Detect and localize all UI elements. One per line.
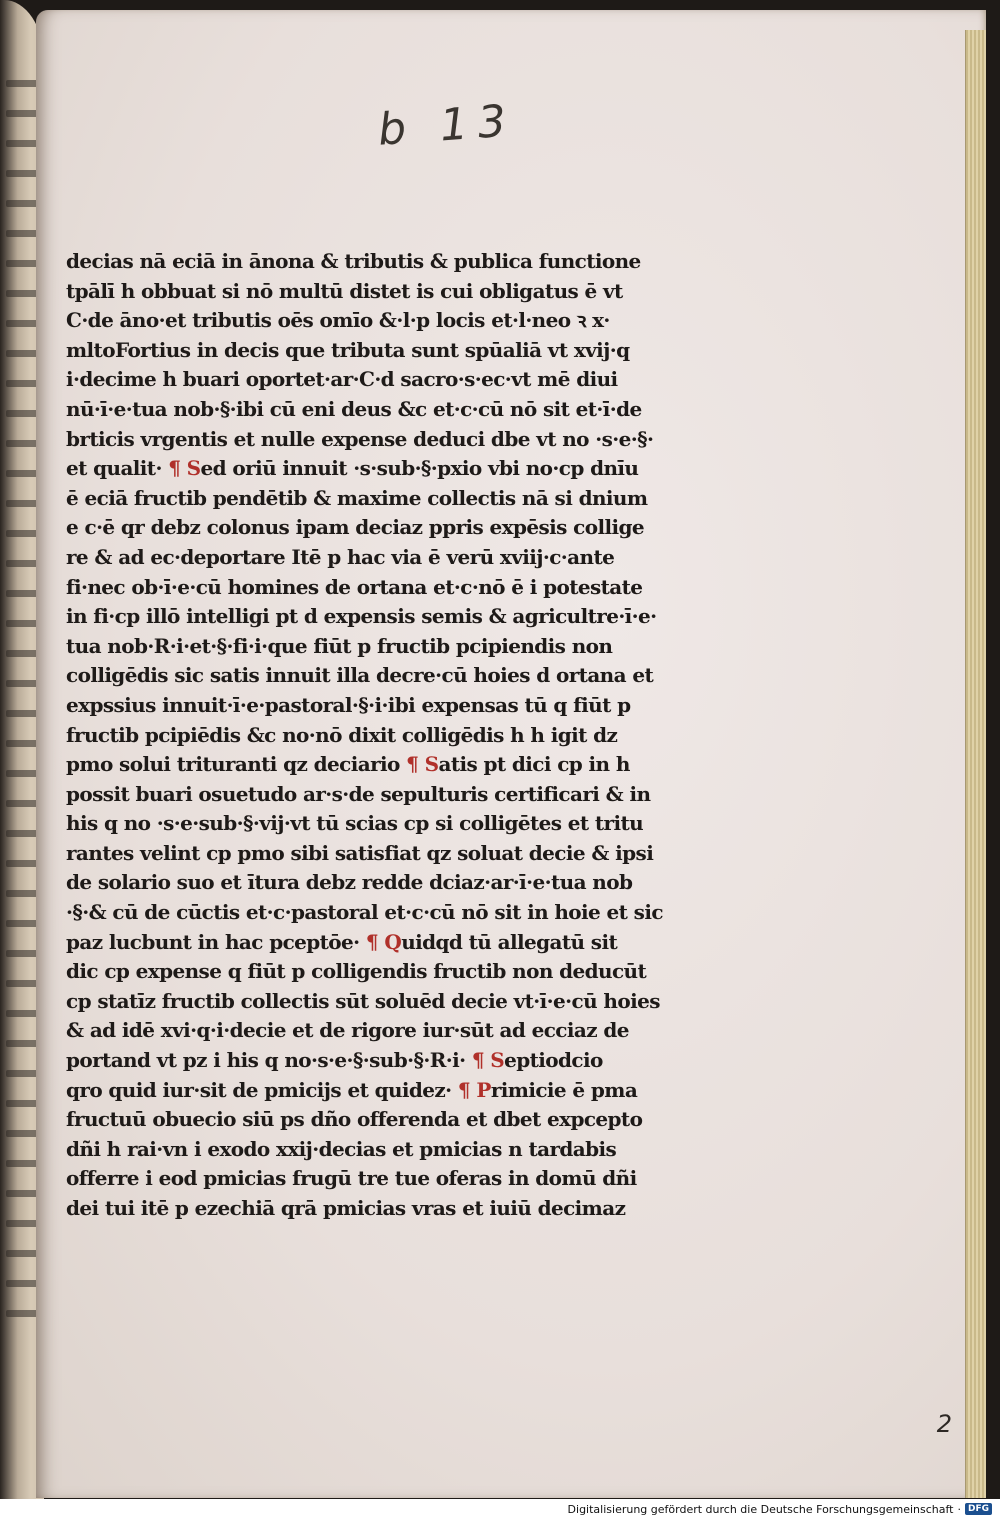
text-line: e c·ē qr debz colonus ipam deciaz ppris expēsis collige [66,515,644,540]
rubric-initial: ¶ S [471,1048,505,1073]
footer-separator: · [957,1502,961,1516]
rubric-initial: ¶ Q [365,929,402,954]
rubric-initial: ¶ S [406,752,439,777]
text-line: brticis vrgentis et nulle expense deduci dbe vt no ·s·e·§· [66,426,654,451]
text-segment: qro quid iur·sit de pmicijs et quidez· [66,1077,452,1102]
text-line: offerre i eod pmicias frugū tre tue oferas in domū dñi [66,1166,637,1191]
text-line: i·decime h buari oportet·ar·C·d sacro·s·ec·vt mē diui [66,367,618,392]
text-line: de solario suo et ītura debz redde dciaz·ar·ī·e·tua nob [66,870,633,895]
text-line: re & ad ec·deportare Itē p hac via ē verū xviij·c·ante [66,544,615,569]
text-segment: ed oriū innuit ·s·sub·§·pxio vbi no·cp dnīu [200,456,639,481]
text-line [66,1046,691,1076]
text-line: his q no ·s·e·sub·§·vij·vt tū scias cp si colligētes et tritu [66,811,644,836]
text-segment: uidqd tū allegatū sit [401,929,618,954]
text-line: dñi h rai·vn i exodo xxij·decias et pmicias n tardabis [66,1136,617,1161]
dfg-logo-icon: DFG [965,1503,992,1515]
text-line: ē eciā fructib pendētib & maxime collectis nā si dnium [66,485,648,510]
text-line: C·de āno·et tributis oēs omīo &·l·p locis et·l·neo ꝛ x· [66,308,610,333]
text-line [66,454,691,484]
text-segment: pmo solui trituranti qz deciario [66,752,400,777]
rubric-initial: ¶ S [168,456,201,481]
text-column [66,247,691,1224]
text-segment: eptiodcio [504,1048,603,1073]
text-line: tua nob·R·i·et·§·fi·i·que fiūt p fructib pcipiendis non [66,633,613,658]
text-line [66,1076,691,1106]
digitization-footer [0,1499,1000,1519]
text-segment: rimicie ē pma [490,1077,638,1102]
text-line: possit buari osuetudo ar·s·de sepulturis certificari & in [66,781,651,806]
text-line: cp statīz fructib collectis sūt soluēd decie vt·ī·e·cū hoies [66,988,660,1013]
manuscript-page [36,10,986,1498]
text-line: fructuū obuecio siū ps dño offerenda et dbet expcepto [66,1107,643,1132]
text-line: fructib pcipiēdis &c no·nō dixit colligēdis h h igit dz [66,722,618,747]
rubric-initial: ¶ P [457,1077,491,1102]
text-line: rantes velint cp pmo sibi satisfiat qz soluat decie & ipsi [66,840,654,865]
text-line: expssius innuit·ī·e·pastoral·§·i·ibi expensas tū q fiūt p [66,692,631,717]
text-line [66,750,691,780]
text-line: dic cp expense q fiūt p colligendis fructib non deducūt [66,959,647,984]
text-segment: portand vt pz i his q no·s·e·§·sub·§·R·i· [66,1048,466,1073]
text-line: ·§·& cū de cūctis et·c·pastoral et·c·cū nō sit in hoie et sic [66,900,663,925]
text-segment: et qualit· [66,456,162,481]
text-line: nū·ī·e·tua nob·§·ibi cū eni deus &c et·c·cū nō sit et·ī·de [66,396,642,421]
text-line: decias nā eciā in ānona & tributis & publica functione [66,249,641,273]
text-line: & ad idē xvi·q·i·decie et de rigore iur·sūt ad ecciaz de [66,1018,629,1043]
page-block-edge [965,30,986,1498]
footer-credit: Digitalisierung gefördert durch die Deutsche Forschungsgemeinschaft [567,1502,954,1516]
text-segment: atis pt dici cp in h [438,752,630,777]
text-segment: paz lucbunt in hac pceptōe· [66,929,360,954]
folio-mark: b 13 [376,95,518,156]
text-line: fi·nec ob·ī·e·cū homines de ortana et·c·nō ē i potestate [66,574,643,599]
text-line [66,928,691,958]
text-line: dei tui itē p ezechiā qrā pmicias vras et iuiū decimaz [66,1196,626,1220]
text-line: colligēdis sic satis innuit illa decre·cū hoies d ortana et [66,663,654,688]
text-line: mltoFortius in decis que tributa sunt spūaliā vt xvij·q [66,337,630,362]
text-line: tpālī h obbuat si nō multū distet is cui obligatus ē vt [66,278,623,303]
signature-mark: 2 [936,1410,952,1438]
text-line: in fi·cp illō intelligi pt d expensis semis & agricultre·ī·e· [66,604,657,629]
